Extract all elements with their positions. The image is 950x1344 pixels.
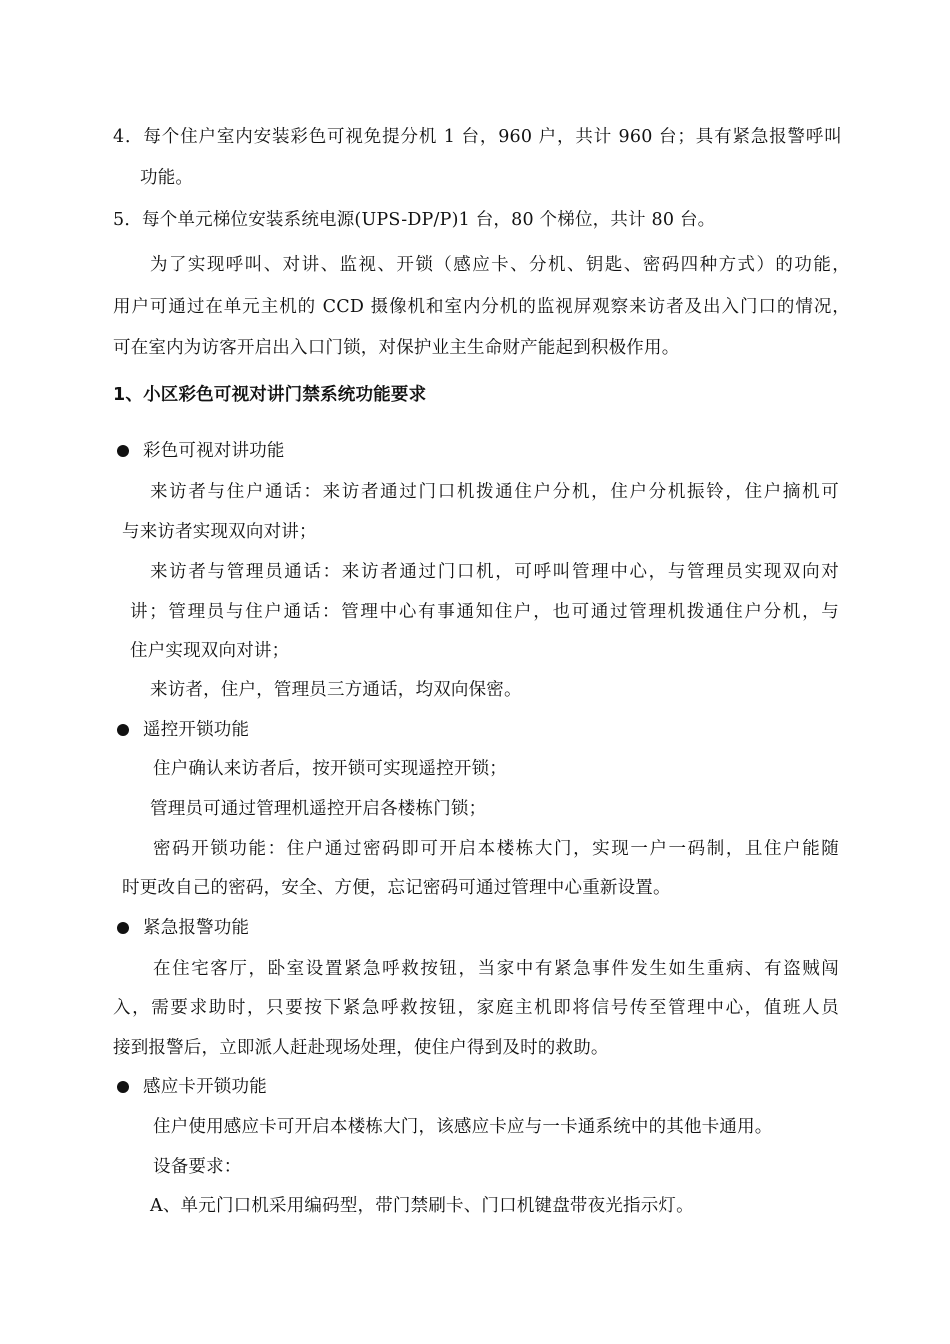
bullet-title-card-unlock: 感应卡开锁功能 <box>143 1077 267 1097</box>
item-4-line-2: 功能。 <box>140 168 194 188</box>
color-intercom-p3: 来访者，住户，管理员三方通话，均双向保密。 <box>150 680 522 700</box>
section-heading: 1、小区彩色可视对讲门禁系统功能要求 <box>113 385 427 405</box>
color-intercom-p2-line3: 住户实现双向对讲； <box>130 641 290 661</box>
intro-line-2: 用户可通过在单元主机的 CCD 摄像机和室内分机的监视屏观察来访者及出入门口的情况， <box>113 297 850 317</box>
bullet-dot-icon <box>117 724 129 736</box>
bullet-title-color-intercom: 彩色可视对讲功能 <box>143 441 285 461</box>
card-unlock-p2: 设备要求： <box>153 1157 242 1177</box>
bullet-dot-icon <box>117 1081 129 1093</box>
bullet-title-emergency: 紧急报警功能 <box>143 918 250 938</box>
card-unlock-p3: A、单元门口机采用编码型，带门禁刷卡、门口机键盘带夜光指示灯。 <box>150 1196 694 1216</box>
card-unlock-p1: 住户使用感应卡可开启本楼栋大门，该感应卡应与一卡通系统中的其他卡通用。 <box>153 1117 773 1137</box>
remote-unlock-p3-line1: 密码开锁功能：住户通过密码即可开启本楼栋大门，实现一户一码制，且住户能随 <box>153 839 839 859</box>
remote-unlock-p1: 住户确认来访者后，按开锁可实现遥控开锁； <box>153 759 507 779</box>
emergency-p1-line2: 入，需要求助时，只要按下紧急呼救按钮，家庭主机即将信号传至管理中心，值班人员 <box>113 998 839 1018</box>
intro-line-1: 为了实现呼叫、对讲、监视、开锁（感应卡、分机、钥匙、密码四种方式）的功能， <box>150 255 850 275</box>
remote-unlock-p2: 管理员可通过管理机遥控开启各楼栋门锁； <box>150 799 487 819</box>
item-4-line-1: 4．每个住户室内安装彩色可视免提分机 1 台，960 户，共计 960 台；具有紧急报警呼叫 <box>113 127 842 147</box>
bullet-dot-icon <box>117 922 129 934</box>
emergency-p1-line3: 接到报警后，立即派人赶赴现场处理，使住户得到及时的救助。 <box>113 1038 609 1058</box>
item-5: 5．每个单元梯位安装系统电源(UPS-DP/P)1 台，80 个梯位，共计 80 台。 <box>113 210 716 230</box>
emergency-p1-line1: 在住宅客厅，卧室设置紧急呼救按钮，当家中有紧急事件发生如生重病、有盗贼闯 <box>153 959 839 979</box>
intro-line-3: 可在室内为访客开启出入口门锁，对保护业主生命财产能起到积极作用。 <box>113 338 680 358</box>
color-intercom-p2-line2: 讲；管理员与住户通话：管理中心有事通知住户，也可通过管理机拨通住户分机，与 <box>130 602 839 622</box>
color-intercom-p1-line2: 与来访者实现双向对讲； <box>122 522 317 542</box>
color-intercom-p2-line1: 来访者与管理员通话：来访者通过门口机，可呼叫管理中心，与管理员实现双向对 <box>150 562 839 582</box>
bullet-dot-icon <box>117 445 129 457</box>
bullet-title-remote-unlock: 遥控开锁功能 <box>143 720 250 740</box>
color-intercom-p1-line1: 来访者与住户通话：来访者通过门口机拨通住户分机，住户分机振铃，住户摘机可 <box>150 482 839 502</box>
remote-unlock-p3-line2: 时更改自己的密码，安全、方便，忘记密码可通过管理中心重新设置。 <box>122 878 671 898</box>
